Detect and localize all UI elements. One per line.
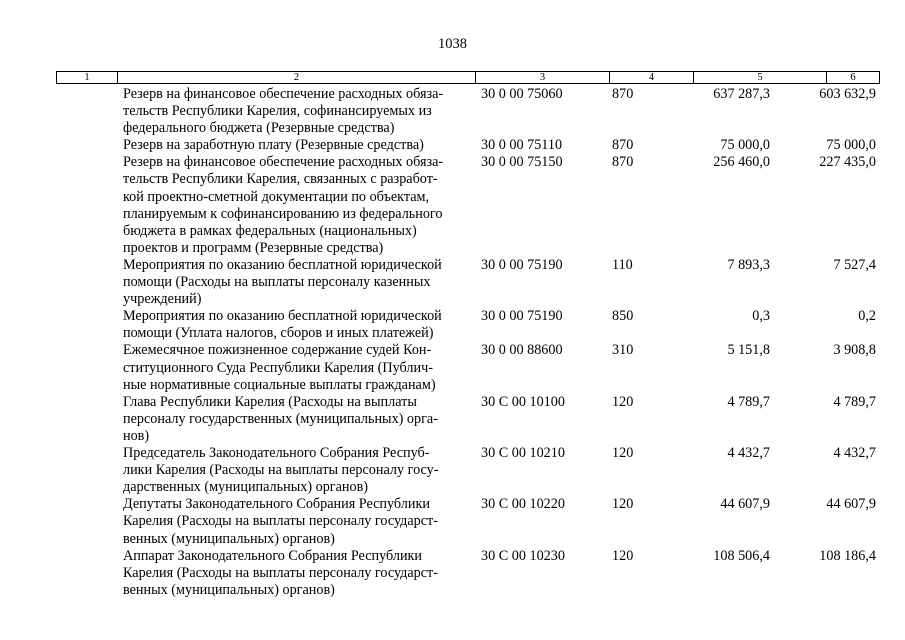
row-value-6: 227 435,0 [819, 154, 876, 171]
row-value-6: 4 789,7 [833, 393, 876, 410]
row-expense-type: 120 [612, 547, 634, 564]
row-expense-type: 310 [612, 342, 634, 359]
row-name: Мероприятия по оказанию бесплатной юридической помощи (Расходы на выплаты персоналу казенных учреждений) [123, 256, 442, 308]
header-col-2: 2 [118, 72, 476, 83]
row-value-5: 44 607,9 [720, 496, 770, 513]
row-expense-type: 120 [612, 496, 634, 513]
table-row [0, 308, 905, 342]
table-body [0, 86, 905, 599]
table-row [0, 445, 905, 496]
table-row [0, 342, 905, 393]
table-row [0, 548, 905, 599]
row-expense-type: 110 [612, 256, 633, 273]
table-row [0, 154, 905, 257]
header-col-1: 1 [57, 72, 118, 83]
header-col-4: 4 [610, 72, 694, 83]
row-value-5: 637 287,3 [713, 86, 770, 102]
table-row [0, 394, 905, 445]
row-expense-type: 120 [612, 445, 634, 462]
row-code: 30 0 00 88600 [481, 342, 563, 359]
row-code: 30 0 00 75150 [481, 154, 563, 171]
row-value-5: 75 000,0 [720, 137, 770, 154]
row-value-6: 108 186,4 [819, 547, 876, 564]
row-value-6: 603 632,9 [819, 86, 876, 102]
header-col-3: 3 [476, 72, 610, 83]
row-expense-type: 870 [612, 137, 634, 154]
table-row [0, 86, 905, 137]
row-value-5: 256 460,0 [713, 154, 770, 171]
row-name: Резерв на заработную плату (Резервные средства) [123, 137, 424, 154]
row-value-5: 5 151,8 [727, 342, 770, 359]
row-expense-type: 120 [612, 393, 634, 410]
row-value-6: 7 527,4 [833, 256, 876, 273]
row-value-5: 4 789,7 [727, 393, 770, 410]
table-header [56, 71, 880, 84]
row-expense-type: 870 [612, 86, 634, 102]
row-code: 30 0 00 75110 [481, 137, 563, 154]
row-name: Резерв на финансовое обеспечение расходных обяза- тельств Республики Карелия, софинансируемых из федерального бюджета (Резервные средства) [123, 86, 444, 137]
row-code: 30 С 00 10230 [481, 547, 565, 564]
row-expense-type: 850 [612, 308, 634, 325]
row-value-5: 7 893,3 [727, 256, 770, 273]
row-name: Глава Республики Карелия (Расходы на выплаты персоналу государственных (муниципальных) орга- нов) [123, 393, 438, 444]
row-value-6: 0,2 [858, 308, 876, 325]
row-value-5: 4 432,7 [727, 445, 770, 462]
row-code: 30 0 00 75190 [481, 308, 563, 325]
page-number: 1038 [438, 36, 467, 52]
row-code: 30 0 00 75190 [481, 256, 563, 273]
header-col-5: 5 [694, 72, 827, 83]
row-value-6: 3 908,8 [833, 342, 876, 359]
row-value-5: 0,3 [752, 308, 770, 325]
row-name: Мероприятия по оказанию бесплатной юридической помощи (Уплата налогов, сборов и иных платежей) [123, 308, 442, 342]
table-row [0, 257, 905, 308]
table-row [0, 496, 905, 547]
row-name: Ежемесячное пожизненное содержание судей Кон- ституционного Суда Республики Карелия (Публич- ные нормативные социальные выплаты гражданам) [123, 342, 436, 393]
row-value-6: 4 432,7 [833, 445, 876, 462]
row-value-5: 108 506,4 [713, 547, 770, 564]
row-value-6: 75 000,0 [826, 137, 876, 154]
row-code: 30 С 00 10210 [481, 445, 565, 462]
table-row [0, 137, 905, 154]
row-code: 30 С 00 10100 [481, 393, 565, 410]
row-expense-type: 870 [612, 154, 634, 171]
row-value-6: 44 607,9 [826, 496, 876, 513]
row-code: 30 0 00 75060 [481, 86, 563, 102]
header-col-6: 6 [850, 72, 856, 83]
row-name: Председатель Законодательного Собрания Респуб- лики Карелия (Расходы на выплаты персоналу госу- дарственных (муниципальных) органов) [123, 445, 439, 496]
row-name: Депутаты Законодательного Собрания Республики Карелия (Расходы на выплаты персоналу государст- венных (муниципальных) органов) [123, 496, 438, 547]
row-name: Аппарат Законодательного Собрания Республики Карелия (Расходы на выплаты персоналу государст- венных (муниципальных) органов) [123, 547, 438, 598]
row-name: Резерв на финансовое обеспечение расходных обяза- тельств Республики Карелия, связанных с разработ- кой проектно-сметной документации по объектам, планируемым к софинансированию из федерального бюджета в рамках федеральных (национальных) проектов и программ (Резервные средства) [123, 154, 444, 256]
row-code: 30 С 00 10220 [481, 496, 565, 513]
